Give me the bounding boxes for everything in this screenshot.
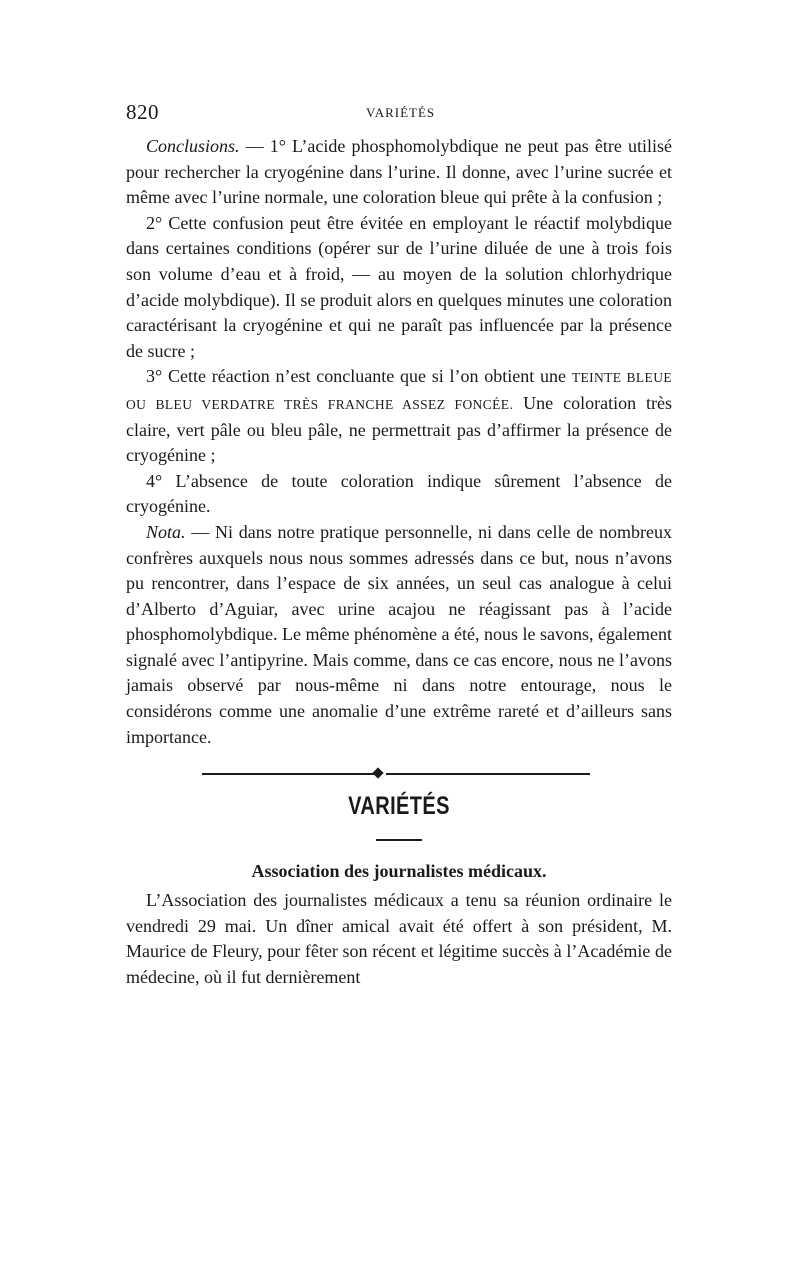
conclusions-paragraph-3 xyxy=(126,364,672,468)
rule-line-left xyxy=(202,773,374,775)
nota-label: Nota. xyxy=(146,521,186,542)
conclusions-paragraph-4: 4° L’absence de toute coloration indique sûrement l’absence de cryogénine. xyxy=(126,470,672,517)
page xyxy=(126,100,672,991)
article-paragraph: L’Association des journalistes médicaux a tenu sa réunion ordinaire le vendredi 29 mai. Un dîner amical avait été offert à son président, M. Maurice de Fleury, pour fêter son récent et légitime succès à l’Académie de médecine, où il fut dernièrement xyxy=(126,890,672,988)
conclusions-label: Conclusions. xyxy=(146,136,240,156)
nota-paragraph xyxy=(126,520,672,750)
short-rule xyxy=(376,839,422,841)
article-title: Association des journalistes médicaux. xyxy=(251,861,547,882)
conclusions-paragraph-1 xyxy=(126,134,672,211)
conclusions-emphasis-caps: TEINTE BLEUE OU BLEU VERDATRE TRÈS FRANCHE ASSEZ FONCÉE. xyxy=(126,370,672,412)
rule-ornament xyxy=(372,768,383,779)
running-head xyxy=(126,100,672,134)
nota-text: — Ni dans notre pratique personnelle, ni dans celle de nombreux confrères auxquels nous nous sommes adressés dans ce but, nous n’avons pu rencontrer, dans l’espace de six années, un seul cas analogue à celui d’Alberto d’Aguiar, avec urine acajou ne réagissant pas à l’acide phosphomolybdique. Le même phénomène a été, nous le savons, également signalé avec l’antipyrine. Mais comme, dans ce cas encore, nous ne l’avons jamais observé par nous-même ni dans notre entourage, nous le considérons comme une anomalie d’une extrême rareté et d’ailleurs sans importance. xyxy=(126,521,672,747)
running-title: VARIÉTÉS xyxy=(366,105,436,120)
section-heading: VARIÉTÉS xyxy=(348,792,450,821)
page-number: 820 xyxy=(126,100,159,124)
conclusions-paragraph-2: 2° Cette confusion peut être évitée en employant le réactif molybdique dans certaines conditions (opérer sur de l’urine diluée de une à trois fois son volume d’eau et à froid, — au moyen de la solution chlorhydrique d’acide molybdique). Il se produit alors en quelques minutes une coloration caractérisant la cryogénine et qui ne paraît pas influencée par la présence de sucre ; xyxy=(126,212,672,361)
rule-line-right xyxy=(386,773,590,775)
conclusions-text-1: — 1° L’acide phosphomolybdique ne peut pas être utilisé pour rechercher la cryogénine dans l’urine. Il donne, avec l’urine sucrée et même avec l’urine normale, une coloration bleue qui prête à la confusion ; xyxy=(126,136,672,208)
ornamental-rule xyxy=(126,764,672,786)
conclusions-text-3b: Une coloration très claire, vert pâle ou bleu pâle, ne permettrait pas d’affirmer la présence de cryogénine ; xyxy=(126,392,672,466)
conclusions-text-3a: 3° Cette réaction n’est concluante que si l’on obtient une xyxy=(146,366,572,387)
